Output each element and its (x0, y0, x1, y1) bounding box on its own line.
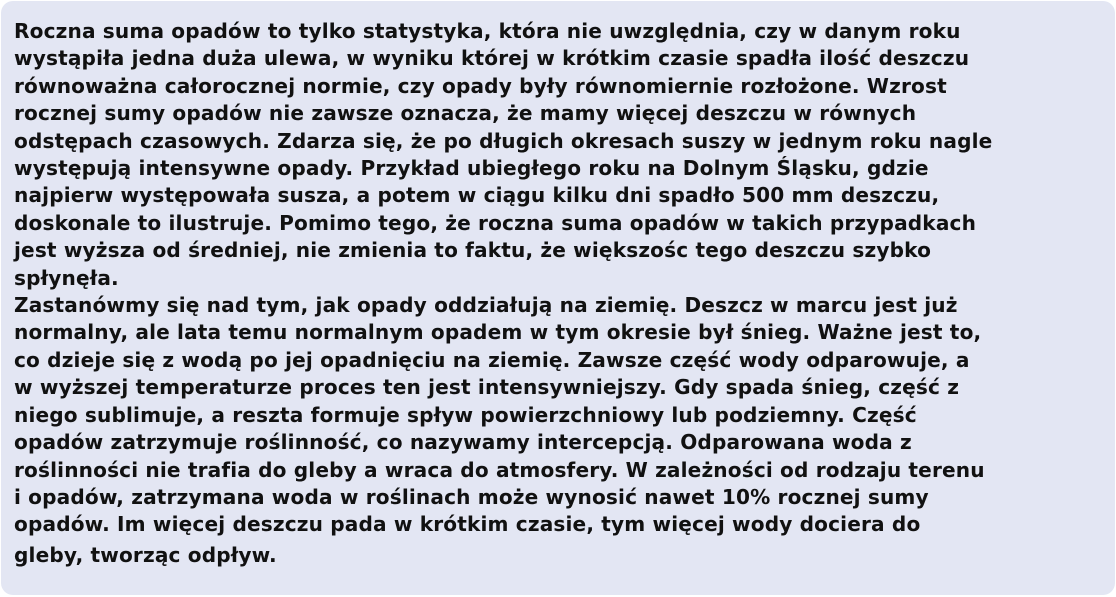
text-line-10: spłynęła. (14, 265, 119, 290)
text-line-3: równoważna całorocznej normie, czy opady były równomiernie rozłożone. Wzrost (14, 73, 947, 98)
text-line-8: doskonale to ilustruje. Pomimo tego, że roczna suma opadów w takich przypadkach (14, 210, 977, 235)
text-line-4: rocznej sumy opadów nie zawsze oznacza, że mamy więcej deszczu w równych (14, 101, 917, 126)
text-line-15: niego sublimuje, a reszta formuje spływ powierzchniowy lub podziemny. Część (14, 402, 917, 427)
text-line-11: Zastanówmy się nad tym, jak opady oddziałują na ziemię. Deszcz w marcu jest już (14, 293, 958, 318)
text-line-1: Roczna suma opadów to tylko statystyka, która nie uwzględnia, czy w danym roku (14, 19, 961, 43)
text-line-7: najpierw występowała susza, a potem w ciągu kilku dni spadło 500 mm deszczu, (14, 183, 940, 208)
text-line-13: co dzieje się z wodą po jej opadnięciu na ziemię. Zawsze część wody odparowuje, a (14, 347, 970, 372)
text-line-5: odstępach czasowych. Zdarza się, że po długich okresach suszy w jednym roku nagle (14, 128, 993, 153)
text-line-14: w wyższej temperaturze proces ten jest intensywniejszy. Gdy spada śnieg, część z (14, 375, 960, 400)
text-line-17: roślinności nie trafia do gleby a wraca do atmosfery. W zależności od rodzaju terenu (14, 457, 985, 482)
text-line-6: występują intensywne opady. Przykład ubiegłego roku na Dolnym Śląsku, gdzie (14, 156, 929, 181)
text-card (1, 1, 1115, 595)
text-line-18: i opadów, zatrzymana woda w roślinach może wynosić nawet 10% rocznej sumy (14, 484, 929, 509)
text-line-12: normalny, ale lata temu normalnym opadem w tym okresie był śnieg. Ważne jest to, (14, 320, 982, 345)
text-line-20: gleby, tworząc odpływ. (14, 542, 277, 567)
text-line-16: opadów zatrzymuje roślinność, co nazywamy intercepcją. Odparowana woda z (14, 430, 912, 455)
text-line-9: jest wyższa od średniej, nie zmienia to faktu, że większośc tego deszczu szybko (14, 238, 932, 263)
text-line-19: opadów. Im więcej deszczu pada w krótkim czasie, tym więcej wody dociera do (14, 512, 921, 537)
text-line-2: wystąpiła jedna duża ulewa, w wyniku której w krótkim czasie spadła ilość deszczu (14, 46, 970, 71)
